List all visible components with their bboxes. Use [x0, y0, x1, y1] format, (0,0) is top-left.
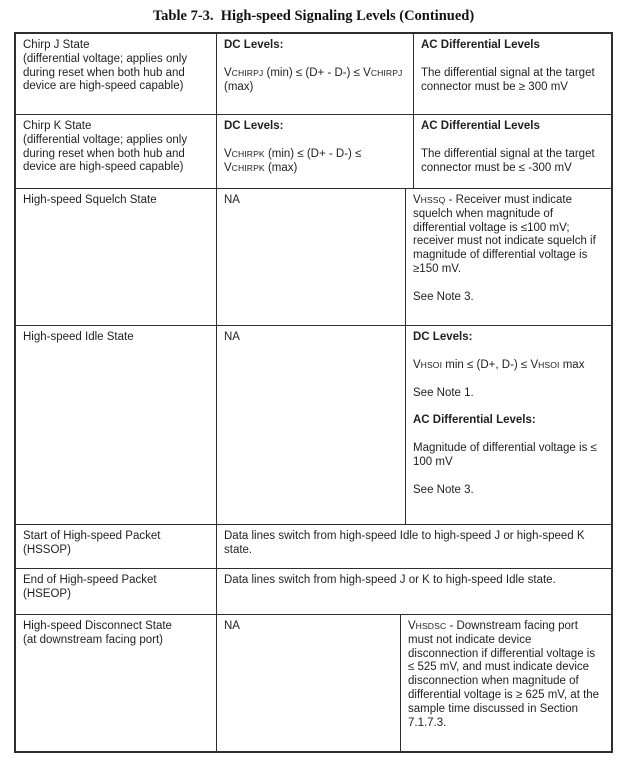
ac-text: The differential signal at the target connector must be ≤ -300 mV [421, 147, 595, 174]
formula-subscript: CHIRPJ [370, 67, 403, 78]
signaling-levels-table [14, 32, 613, 753]
table-row-idle [16, 325, 611, 524]
state-detail: (differential voltage; applies only during reset when both hub and device are high-speed capable) [23, 52, 188, 93]
state-name: End of High-speed Packet [23, 574, 157, 586]
ac-text [408, 620, 600, 730]
note: See Note 1. [413, 386, 474, 399]
state-detail: (HSSOP) [23, 543, 71, 556]
formula-symbol: V [224, 147, 232, 160]
formula-subscript: HSDSC [415, 621, 447, 631]
na-value: NA [224, 194, 240, 206]
cell-chirp-j-dc [216, 34, 413, 114]
ac-heading: AC Differential Levels [421, 39, 540, 51]
cell-squelch-ac [405, 189, 611, 325]
table-row-chirp-k [16, 114, 611, 188]
dc-formula [224, 67, 405, 95]
formula-text: (max) [224, 80, 254, 93]
cell-disconnect-na [216, 615, 400, 751]
state-name: High-speed Squelch State [23, 194, 157, 206]
ac-text-body: - Receiver must indicate squelch when magnitude of differential voltage is ≤100 mV; receiver must not indicate squelch if magnitude of differential voltage is ≥150 mV. [413, 194, 596, 275]
formula-symbol: V [413, 358, 421, 371]
state-name: Chirp K State [23, 120, 92, 132]
state-detail: (HSEOP) [23, 587, 71, 600]
ac-heading: AC Differential Levels [421, 120, 540, 132]
cell-chirp-k-state [16, 115, 216, 188]
ac-text [413, 194, 600, 277]
na-value: NA [224, 620, 240, 632]
formula-text: max [559, 358, 585, 371]
table-caption: Table 7-3. High-speed Signaling Levels (Continued) [152, 8, 475, 24]
formula-text: (min) ≤ (D+ - D-) ≤ [264, 147, 362, 160]
formula-text: (max) [264, 161, 298, 174]
cell-squelch-state [16, 189, 216, 325]
cell-hseop-description [216, 569, 611, 614]
formula-symbol: V [363, 66, 371, 79]
cell-disconnect-state [16, 615, 216, 751]
formula-text: min ≤ (D+, D-) ≤ [442, 358, 531, 371]
state-detail: (differential voltage; applies only during reset when both hub and device are high-speed capable) [23, 133, 188, 174]
formula-subscript: CHIRPK [231, 148, 265, 159]
formula-symbol: V [224, 161, 232, 174]
formula-symbol: V [413, 194, 421, 206]
formula-subscript: CHIRPJ [231, 67, 264, 78]
ac-text-body: - Downstream facing port must not indicate device disconnection if differential voltage is ≤ 525 mV, and must indicate device disconnection when magnitude of differential voltage is ≥ 625 mV, at the sample time discussed in Section 7.1.7.3. [408, 620, 600, 729]
note: See Note 3. [413, 290, 474, 303]
cell-idle-levels [405, 326, 611, 524]
formula-symbol: V [408, 620, 416, 632]
dc-heading: DC Levels: [224, 120, 284, 132]
cell-hssop-description [216, 525, 611, 568]
formula-symbol: V [224, 66, 232, 79]
cell-idle-na [216, 326, 405, 524]
cell-chirp-j-state [16, 34, 216, 114]
dc-heading: DC Levels: [224, 39, 284, 51]
ac-text: The differential signal at the target connector must be ≥ 300 mV [421, 66, 595, 93]
state-detail: (at downstream facing port) [23, 633, 163, 646]
formula-subscript: CHIRPK [231, 162, 265, 173]
ac-text: Magnitude of differential voltage is ≤ 100 mV [413, 442, 597, 468]
dc-formula [413, 359, 600, 373]
formula-text: (min) ≤ (D+ - D-) ≤ [263, 66, 364, 79]
state-name: Chirp J State [23, 39, 90, 51]
na-value: NA [224, 331, 240, 343]
description-text: Data lines switch from high-speed J or K to high-speed Idle state. [224, 574, 556, 586]
dc-formula [224, 148, 405, 176]
cell-disconnect-ac [400, 615, 611, 751]
state-name: Start of High-speed Packet [23, 530, 161, 542]
table-row-squelch [16, 188, 611, 325]
cell-idle-state [16, 326, 216, 524]
cell-hssop-state [16, 525, 216, 568]
dc-heading: DC Levels: [413, 331, 473, 343]
state-name: High-speed Disconnect State [23, 620, 172, 632]
cell-chirp-k-dc [216, 115, 413, 188]
table-row-disconnect [16, 614, 611, 751]
description-text: Data lines switch from high-speed Idle to high-speed J or high-speed K state. [224, 530, 585, 556]
cell-chirp-k-ac [413, 115, 611, 188]
table-row-chirp-j [16, 34, 611, 114]
table-row-hssop [16, 524, 611, 568]
cell-hseop-state [16, 569, 216, 614]
formula-symbol: V [530, 358, 539, 371]
formula-subscript: HSOI [420, 359, 443, 370]
state-name: High-speed Idle State [23, 331, 134, 343]
formula-subscript: HSOI [538, 359, 560, 370]
table-row-hseop [16, 568, 611, 614]
formula-subscript: HSSQ [420, 195, 446, 205]
cell-chirp-j-ac [413, 34, 611, 114]
ac-heading: AC Differential Levels: [413, 414, 536, 427]
cell-squelch-na [216, 189, 405, 325]
note: See Note 3. [413, 483, 474, 496]
